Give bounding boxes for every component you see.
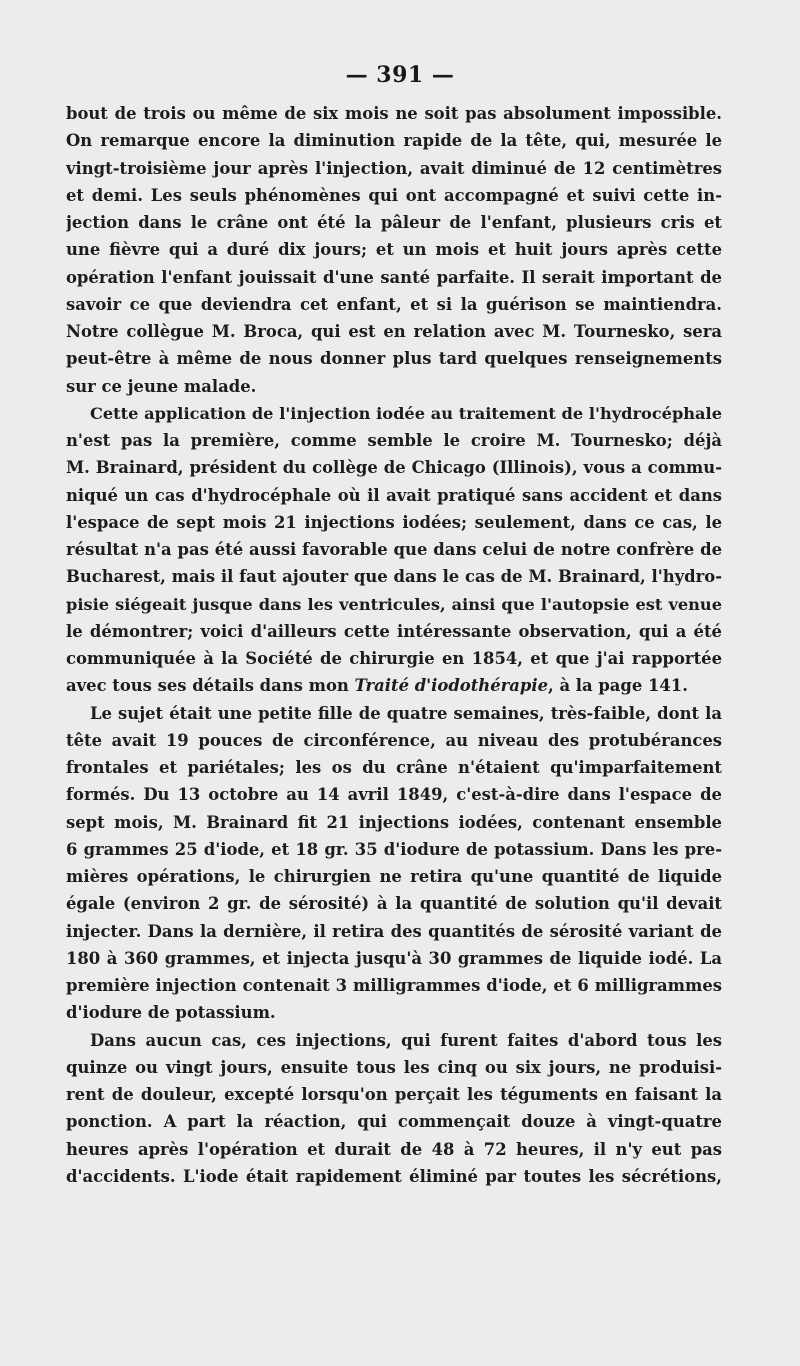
- text-line-content: sept mois, M. Brainard fit 21 injections iodées, contenant ensemble: [66, 812, 722, 832]
- text-line: [66, 1054, 722, 1081]
- text-line-content: savoir ce que deviendra cet enfant, et si la guérison se maintiendra.: [66, 294, 722, 314]
- text-line: [66, 373, 722, 400]
- text-line: [66, 100, 722, 127]
- text-line-content: M. Brainard, président du collège de Chicago (Illinois), vous a commu-: [66, 458, 722, 478]
- text-line-content: jection dans le crâne ont été la pâleur de l'enfant, plusieurs cris et: [66, 213, 722, 232]
- text-line-content: n'est pas la première, comme semble le croire M. Tournesko; déjà: [66, 431, 722, 450]
- text-line: [66, 236, 722, 263]
- text-line: [66, 918, 722, 945]
- text-line: [66, 591, 722, 618]
- text-line: [66, 182, 722, 209]
- book-title: Traité d'iodothérapie: [354, 676, 549, 696]
- text-line-content: On remarque encore la diminution rapide de la tête, qui, mesurée le: [66, 131, 722, 151]
- text-line-content: d'accidents. L'iode était rapidement éliminé par toutes les sécrétions,: [66, 1166, 722, 1186]
- text-line-content: ponction. A part la réaction, qui commençait douze à vingt-quatre: [66, 1112, 722, 1132]
- text-line: [66, 700, 722, 727]
- text-line-content: Le sujet était une petite fille de quatre semaines, très-faible, dont la: [90, 703, 722, 723]
- text-line: [66, 536, 722, 563]
- text-line-content: Dans aucun cas, ces injections, qui furent faites d'abord tous les: [90, 1030, 722, 1050]
- text-line: [66, 509, 722, 536]
- text-line: [66, 209, 722, 236]
- text-line: [66, 1136, 722, 1163]
- text-line-content: avec tous ses détails dans mon: [66, 676, 355, 696]
- text-line-content: Bucharest, mais il faut ajouter que dans le cas de M. Brainard, l'hydro-: [66, 567, 722, 587]
- text-line-content: d'iodure de potassium.: [66, 1003, 276, 1023]
- text-line-content: niqué un cas d'hydrocéphale où il avait pratiqué sans accident et dans: [66, 485, 722, 505]
- text-line-content: et demi. Les seuls phénomènes qui ont accompagné et suivi cette in-: [66, 185, 722, 205]
- text-line: [66, 155, 722, 182]
- text-line: [66, 672, 722, 699]
- text-line: [66, 618, 722, 645]
- text-line: [66, 1081, 722, 1108]
- text-line: [66, 127, 722, 154]
- text-line-content: 180 à 360 grammes, et injecta jusqu'à 30 grammes de liquide iodé. La: [66, 948, 722, 968]
- text-line: [66, 972, 722, 999]
- text-line: [66, 454, 722, 481]
- text-line: [66, 863, 722, 890]
- text-line: [66, 781, 722, 808]
- text-line: [66, 264, 722, 291]
- text-line: [66, 754, 722, 781]
- text-line-content: rent de douleur, excepté lorsqu'on perçait les téguments en faisant la: [66, 1085, 722, 1104]
- text-line: [66, 645, 722, 672]
- body-text: [66, 100, 722, 1190]
- text-line-content: communiquée à la Société de chirurgie en 1854, et que j'ai rapportée: [66, 649, 722, 668]
- text-line: [66, 427, 722, 454]
- text-line: [66, 482, 722, 509]
- text-line: [66, 836, 722, 863]
- page-number: — 391 —: [345, 62, 455, 88]
- text-line-content: formés. Du 13 octobre au 14 avril 1849, c'est-à-dire dans l'espace de: [66, 785, 722, 805]
- text-line: [66, 890, 722, 917]
- text-line-content: égale (environ 2 gr. de sérosité) à la quantité de solution qu'il devait: [66, 894, 722, 914]
- text-line: [66, 563, 722, 590]
- text-line: [66, 1163, 722, 1190]
- text-line-content: , à la page 141.: [548, 676, 688, 696]
- text-line: [66, 318, 722, 345]
- text-line: [66, 1027, 722, 1054]
- text-line-content: tête avait 19 pouces de circonférence, au niveau des protubérances: [66, 730, 722, 750]
- text-line-content: résultat n'a pas été aussi favorable que dans celui de notre confrère de: [66, 540, 722, 559]
- text-line-content: peut-être à même de nous donner plus tard quelques renseignements: [66, 349, 722, 369]
- text-line-content: injecter. Dans la dernière, il retira des quantités de sérosité variant de: [66, 921, 722, 941]
- text-line: [66, 345, 722, 372]
- text-line: [66, 291, 722, 318]
- text-line-content: Cette application de l'injection iodée au traitement de l'hydrocéphale: [90, 403, 722, 423]
- text-line: [66, 400, 722, 427]
- text-line-content: opération l'enfant jouissait d'une santé parfaite. Il serait important de: [66, 267, 722, 287]
- text-line-content: mières opérations, le chirurgien ne retira qu'une quantité de liquide: [66, 867, 722, 886]
- text-line: [66, 945, 722, 972]
- text-line-content: pisie siégeait jusque dans les ventricules, ainsi que l'autopsie est venue: [66, 594, 722, 614]
- text-line: [66, 999, 722, 1026]
- text-line-content: bout de trois ou même de six mois ne soit pas absolument impossible.: [66, 104, 722, 123]
- text-line-content: une fièvre qui a duré dix jours; et un mois et huit jours après cette: [66, 240, 722, 260]
- text-line: [66, 1108, 722, 1135]
- text-line-content: le démontrer; voici d'ailleurs cette intéressante observation, qui a été: [66, 621, 722, 641]
- text-line-content: première injection contenait 3 milligrammes d'iode, et 6 milligrammes: [66, 976, 722, 995]
- text-line: [66, 809, 722, 836]
- text-line-content: heures après l'opération et durait de 48 à 72 heures, il n'y eut pas: [66, 1139, 722, 1159]
- text-line: [66, 727, 722, 754]
- text-line-content: sur ce jeune malade.: [66, 376, 257, 396]
- text-line-content: frontales et pariétales; les os du crâne n'étaient qu'imparfaitement: [66, 758, 722, 777]
- text-line-content: l'espace de sept mois 21 injections iodées; seulement, dans ce cas, le: [66, 512, 722, 532]
- text-line-content: Notre collègue M. Broca, qui est en relation avec M. Tournesko, sera: [66, 322, 722, 341]
- text-line-content: 6 grammes 25 d'iode, et 18 gr. 35 d'iodure de potassium. Dans les pre-: [66, 839, 722, 859]
- text-line-content: quinze ou vingt jours, ensuite tous les cinq ou six jours, ne produisi-: [66, 1057, 722, 1077]
- text-line-content: vingt-troisième jour après l'injection, avait diminué de 12 centimètres: [66, 158, 722, 178]
